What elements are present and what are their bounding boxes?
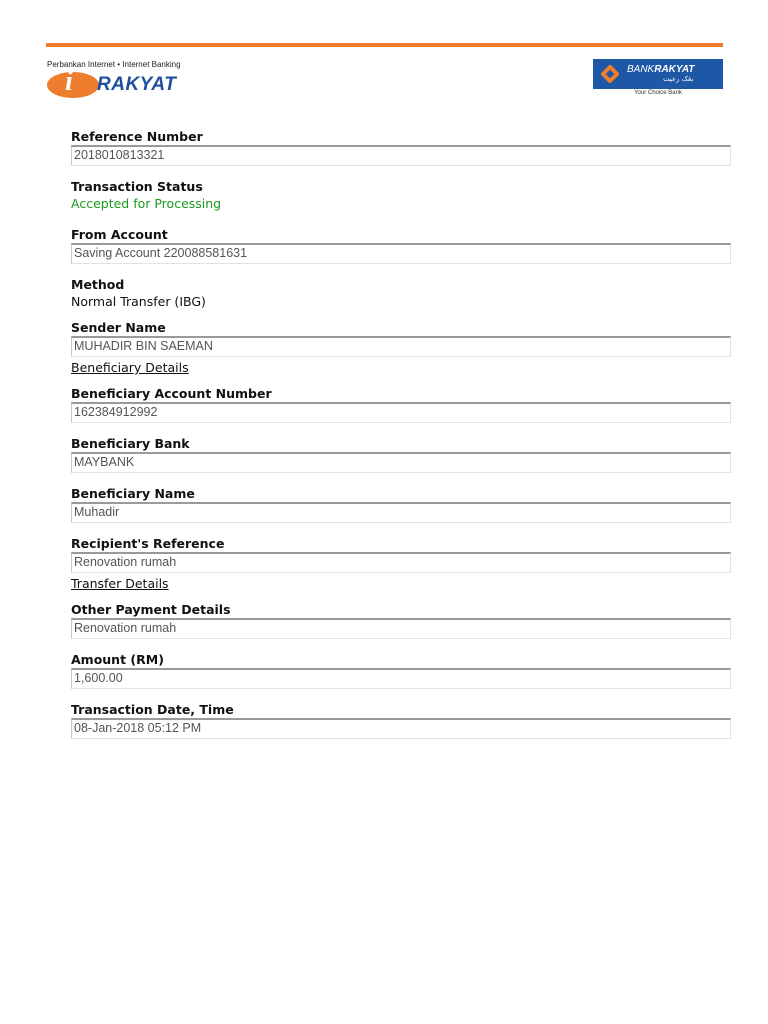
bank-jawi-script: بڠک رعيت [663,75,694,83]
amount-field: 1,600.00 [71,668,731,689]
irakyat-logo [47,60,207,100]
logo-tagline: Perbankan Internet • Internet Banking [47,60,181,69]
recipients-reference-field: Renovation rumah [71,552,731,573]
transaction-status-value: Accepted for Processing [71,196,222,211]
beneficiary-bank-label: Beneficiary Bank [71,436,190,451]
beneficiary-bank-field: MAYBANK [71,452,731,473]
beneficiary-name-field: Muhadir [71,502,731,523]
bank-rakyat-logo [593,59,723,89]
reference-number-label: Reference Number [71,129,203,144]
bank-emblem-icon [601,65,619,83]
method-value: Normal Transfer (IBG) [71,294,206,309]
beneficiary-account-number-field: 162384912992 [71,402,731,423]
beneficiary-account-number-label: Beneficiary Account Number [71,386,272,401]
reference-number-field: 2018010813321 [71,145,731,166]
recipients-reference-label: Recipient's Reference [71,536,225,551]
logo-wordmark: RAKYAT [97,74,177,95]
amount-label: Amount (RM) [71,652,164,667]
sender-name-field: MUHADIR BIN SAEMAN [71,336,731,357]
from-account-field: Saving Account 220088581631 [71,243,731,264]
sender-name-label: Sender Name [71,320,166,335]
logo-i-letter: i [65,66,73,97]
transaction-datetime-field: 08-Jan-2018 05:12 PM [71,718,731,739]
other-payment-details-field: Renovation rumah [71,618,731,639]
transaction-receipt [71,128,731,739]
transaction-status-label: Transaction Status [71,179,203,194]
other-payment-details-label: Other Payment Details [71,602,231,617]
from-account-label: From Account [71,227,168,242]
logo-oval [47,72,99,98]
bank-tagline: Your Choice Bank [634,90,682,96]
beneficiary-name-label: Beneficiary Name [71,486,195,501]
transaction-datetime-label: Transaction Date, Time [71,702,234,717]
beneficiary-details-link[interactable]: Beneficiary Details [71,360,189,375]
transfer-details-link[interactable]: Transfer Details [71,576,169,591]
header-accent-bar [46,43,723,47]
bank-name: BANKRAKYAT [627,64,695,75]
method-label: Method [71,277,125,292]
